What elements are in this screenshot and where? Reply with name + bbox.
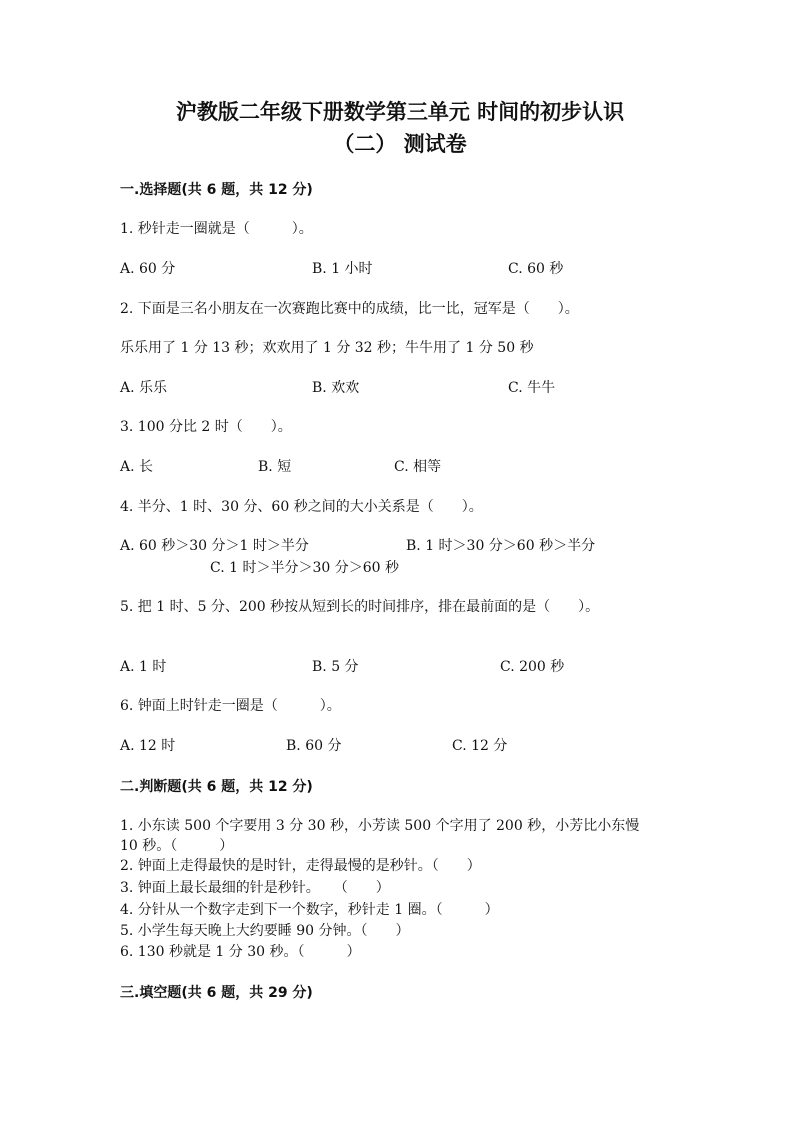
question-5-option-b: B. 5 分 bbox=[312, 659, 359, 675]
question-6-stem: 6. 钟面上时针走一圈是（ ）。 bbox=[120, 698, 341, 714]
question-1-option-a: A. 60 分 bbox=[120, 261, 176, 277]
question-4-option-b: B. 1 时＞30 分＞60 秒＞半分 bbox=[406, 538, 596, 554]
judgment-3: 3. 钟面上最长最细的针是秒针。 （ ） bbox=[120, 880, 390, 896]
page-title-line2: （二） 测试卷 bbox=[333, 132, 467, 156]
question-6-option-a: A. 12 时 bbox=[120, 738, 176, 754]
question-3-option-c: C. 相等 bbox=[394, 459, 442, 475]
question-5-option-a: A. 1 时 bbox=[120, 659, 167, 675]
question-5-option-c: C. 200 秒 bbox=[500, 659, 565, 675]
question-4-option-a: A. 60 秒＞30 分＞1 时＞半分 bbox=[120, 538, 309, 554]
section-heading-judgment: 二.判断题(共 6 题，共 12 分) bbox=[120, 779, 313, 795]
question-5-stem: 5. 把 1 时、5 分、200 秒按从短到长的时间排序，排在最前面的是（ ）。 bbox=[120, 599, 600, 615]
judgment-5: 5. 小学生每天晚上大约要睡 90 分钟。（ ） bbox=[120, 923, 410, 939]
question-6-option-c: C. 12 分 bbox=[452, 738, 508, 754]
judgment-1-line2: 10 秒。（ ） bbox=[120, 838, 234, 854]
question-4-option-c: C. 1 时＞半分＞30 分＞60 秒 bbox=[210, 560, 399, 576]
question-1-stem: 1. 秒针走一圈就是（ ）。 bbox=[120, 221, 313, 237]
question-1-option-b: B. 1 小时 bbox=[312, 261, 373, 277]
judgment-4: 4. 分针从一个数字走到下一个数字，秒针走 1 圈。（ ） bbox=[120, 902, 499, 918]
question-6-option-b: B. 60 分 bbox=[286, 738, 342, 754]
question-2-stem: 2. 下面是三名小朋友在一次赛跑比赛中的成绩，比一比，冠军是（ ）。 bbox=[120, 301, 579, 317]
question-3-stem: 3. 100 分比 2 时（ ）。 bbox=[120, 419, 292, 435]
judgment-6: 6. 130 秒就是 1 分 30 秒。（ ） bbox=[120, 944, 361, 960]
question-1-option-c: C. 60 秒 bbox=[508, 261, 564, 277]
question-3-option-b: B. 短 bbox=[258, 459, 292, 475]
question-2-option-c: C. 牛牛 bbox=[508, 380, 556, 396]
question-4-stem: 4. 半分、1 时、30 分、60 秒之间的大小关系是（ ）。 bbox=[120, 499, 483, 515]
judgment-2: 2. 钟面上走得最快的是时针，走得最慢的是秒针。（ ） bbox=[120, 858, 481, 874]
question-2-info: 乐乐用了 1 分 13 秒；欢欢用了 1 分 32 秒；牛牛用了 1 分 50 秒 bbox=[120, 340, 534, 356]
question-2-option-b: B. 欢欢 bbox=[312, 380, 360, 396]
judgment-1-line1: 1. 小东读 500 个字要用 3 分 30 秒，小芳读 500 个字用了 200 秒，小芳比小东慢 bbox=[120, 818, 640, 834]
section-heading-choice: 一.选择题(共 6 题，共 12 分) bbox=[120, 182, 313, 198]
section-heading-fill-in: 三.填空题(共 6 题，共 29 分) bbox=[120, 985, 313, 1001]
question-3-option-a: A. 长 bbox=[120, 459, 154, 475]
page-title-line1: 沪教版二年级下册数学第三单元 时间的初步认识 bbox=[175, 100, 625, 124]
question-2-option-a: A. 乐乐 bbox=[120, 380, 168, 396]
